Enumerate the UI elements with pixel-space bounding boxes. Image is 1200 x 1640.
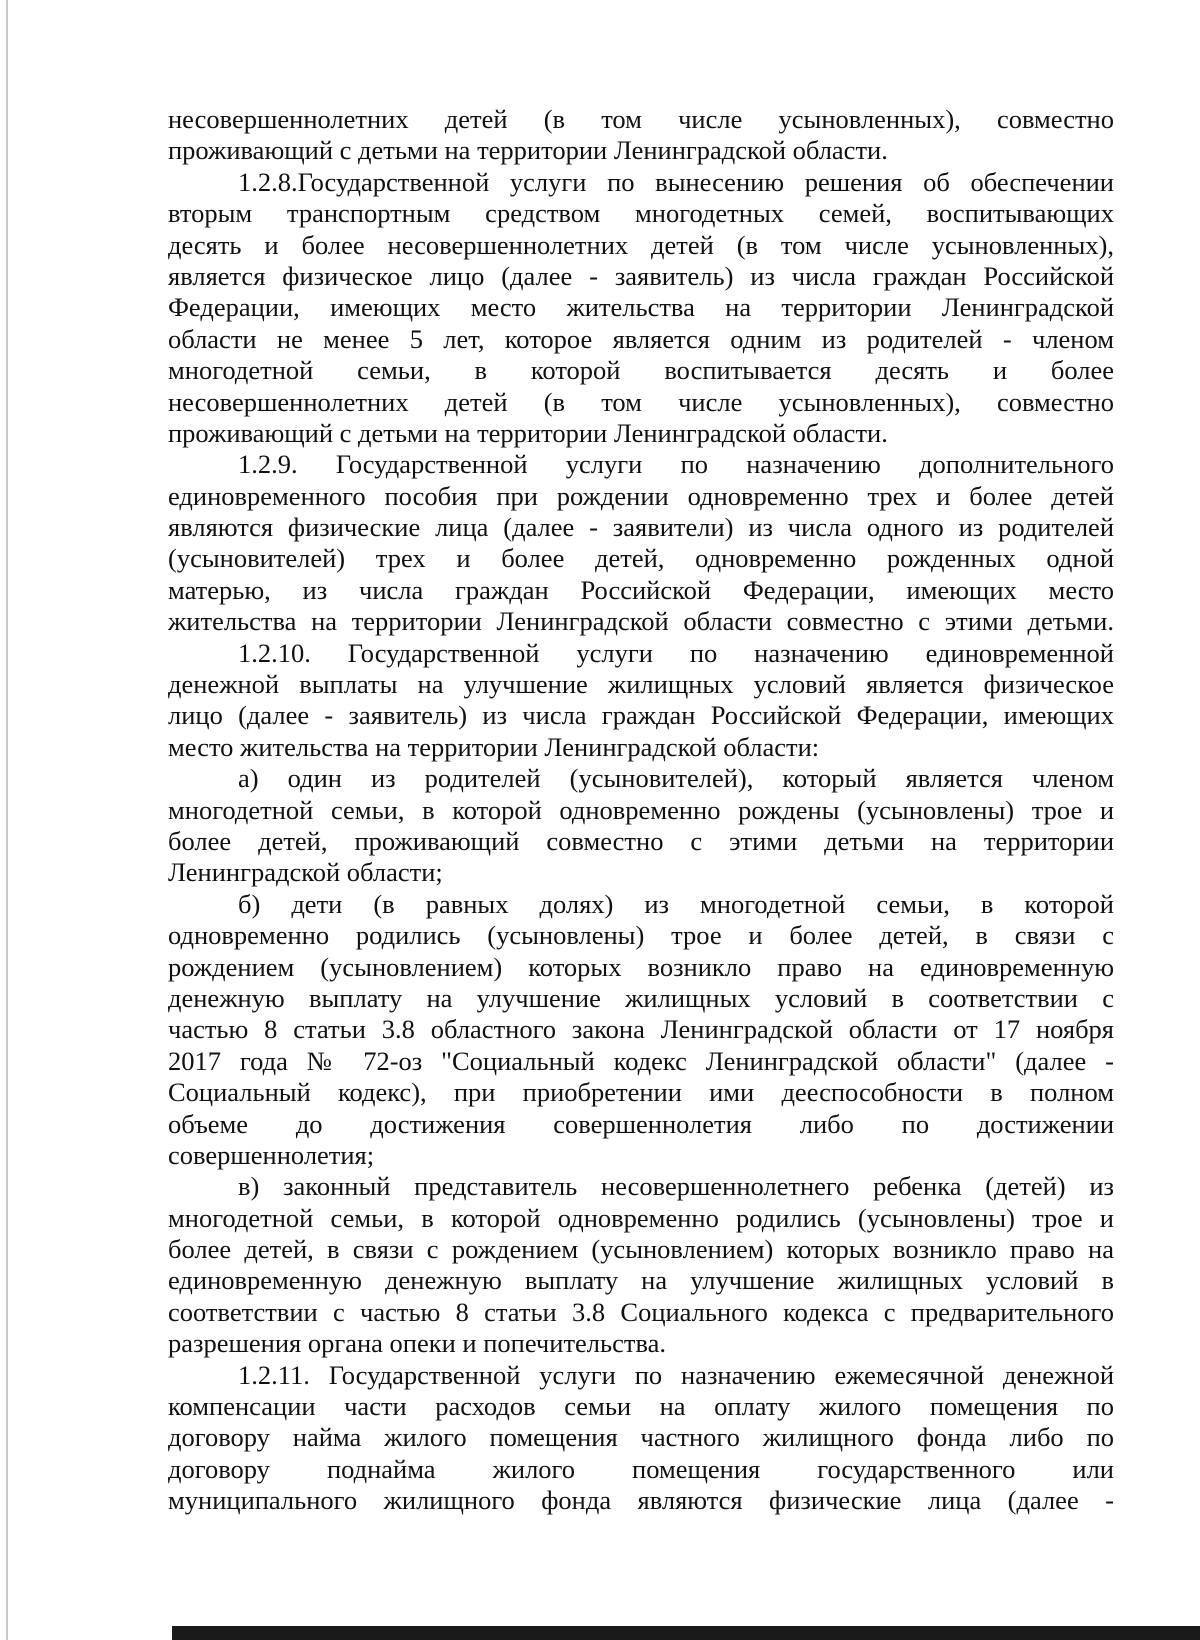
document-line: денежной выплаты на улучшение жилищных условий является физическое bbox=[168, 669, 1114, 700]
document-line: области не менее 5 лет, которое является одним из родителей - членом bbox=[168, 323, 1114, 354]
document-line: 1.2.10. Государственной услуги по назначению единовременной bbox=[238, 637, 1114, 668]
document-line: Социальный кодекс), при приобретении ими дееспособности в полном bbox=[168, 1077, 1114, 1108]
document-line: более детей, в связи с рождением (усыновлением) которых возникло право на bbox=[168, 1234, 1114, 1265]
document-line: компенсации части расходов семьи на оплату жилого помещения по bbox=[168, 1391, 1114, 1422]
document-line: лицо (далее - заявитель) из числа граждан Российской Федерации, имеющих bbox=[168, 700, 1114, 731]
scan-bottom-bar bbox=[172, 1626, 1200, 1640]
document-line: вторым транспортным средством многодетных семей, воспитывающих bbox=[168, 198, 1114, 229]
document-body bbox=[168, 104, 1114, 1517]
document-line: муниципального жилищного фонда являются физические лица (далее - bbox=[168, 1485, 1114, 1516]
document-line: проживающий с детьми на территории Ленинградской области. bbox=[168, 135, 888, 166]
document-line: 1.2.11. Государственной услуги по назначению ежемесячной денежной bbox=[238, 1359, 1114, 1390]
document-line: является физическое лицо (далее - заявитель) из числа граждан Российской bbox=[168, 260, 1114, 291]
document-line: 2017 года № 72-оз "Социальный кодекс Ленинградской области" (далее - bbox=[168, 1045, 1114, 1076]
document-line: а) один из родителей (усыновителей), который является членом bbox=[238, 763, 1114, 794]
document-line: 1.2.8.Государственной услуги по вынесению решения об обеспечении bbox=[238, 166, 1114, 197]
document-line: являются физические лица (далее - заявители) из числа одного из родителей bbox=[168, 512, 1114, 543]
document-line: б) дети (в равных долях) из многодетной семьи, в которой bbox=[238, 888, 1114, 919]
document-line: место жительства на территории Ленинградской области: bbox=[168, 731, 820, 762]
document-line: единовременного пособия при рождении одновременно трех и более детей bbox=[168, 480, 1114, 511]
document-line: договору найма жилого помещения частного жилищного фонда либо по bbox=[168, 1422, 1114, 1453]
document-line: одновременно родились (усыновлены) трое и более детей, в связи с bbox=[168, 920, 1114, 951]
document-line: 1.2.9. Государственной услуги по назначению дополнительного bbox=[238, 449, 1114, 480]
scan-left-edge bbox=[6, 0, 8, 1640]
document-line: многодетной семьи, в которой воспитывается десять и более bbox=[168, 355, 1114, 386]
document-line: матерью, из числа граждан Российской Федерации, имеющих место bbox=[168, 574, 1114, 605]
document-line: многодетной семьи, в которой одновременно рождены (усыновлены) трое и bbox=[168, 794, 1114, 825]
document-line: Ленинградской области; bbox=[168, 857, 443, 888]
document-line: в) законный представитель несовершеннолетнего ребенка (детей) из bbox=[238, 1171, 1114, 1202]
document-line: многодетной семьи, в которой одновременно родились (усыновлены) трое и bbox=[168, 1202, 1114, 1233]
document-line: жительства на территории Ленинградской области совместно с этими детьми. bbox=[168, 606, 1114, 637]
document-line: несовершеннолетних детей (в том числе усыновленных), совместно bbox=[168, 386, 1114, 417]
document-line: разрешения органа опеки и попечительства. bbox=[168, 1328, 666, 1359]
document-line: денежную выплату на улучшение жилищных условий в соответствии с bbox=[168, 982, 1114, 1013]
document-line: несовершеннолетних детей (в том числе усыновленных), совместно bbox=[168, 104, 1114, 134]
document-line: совершеннолетия; bbox=[168, 1139, 375, 1170]
document-line: более детей, проживающий совместно с этими детьми на территории bbox=[168, 825, 1114, 856]
document-line: Федерации, имеющих место жительства на территории Ленинградской bbox=[168, 292, 1114, 323]
document-line: проживающий с детьми на территории Ленинградской области. bbox=[168, 417, 888, 448]
document-line: десять и более несовершеннолетних детей (в том числе усыновленных), bbox=[168, 229, 1114, 260]
document-line: договору поднайма жилого помещения государственного или bbox=[168, 1453, 1114, 1484]
document-line: частью 8 статьи 3.8 областного закона Ленинградской области от 17 ноября bbox=[168, 1014, 1114, 1045]
document-line: объеме до достижения совершеннолетия либо по достижении bbox=[168, 1108, 1114, 1139]
document-line: соответствии с частью 8 статьи 3.8 Социального кодекса с предварительного bbox=[168, 1296, 1114, 1327]
document-line: (усыновителей) трех и более детей, одновременно рожденных одной bbox=[168, 543, 1114, 574]
document-line: единовременную денежную выплату на улучшение жилищных условий в bbox=[168, 1265, 1114, 1296]
document-line: рождением (усыновлением) которых возникло право на единовременную bbox=[168, 951, 1114, 982]
